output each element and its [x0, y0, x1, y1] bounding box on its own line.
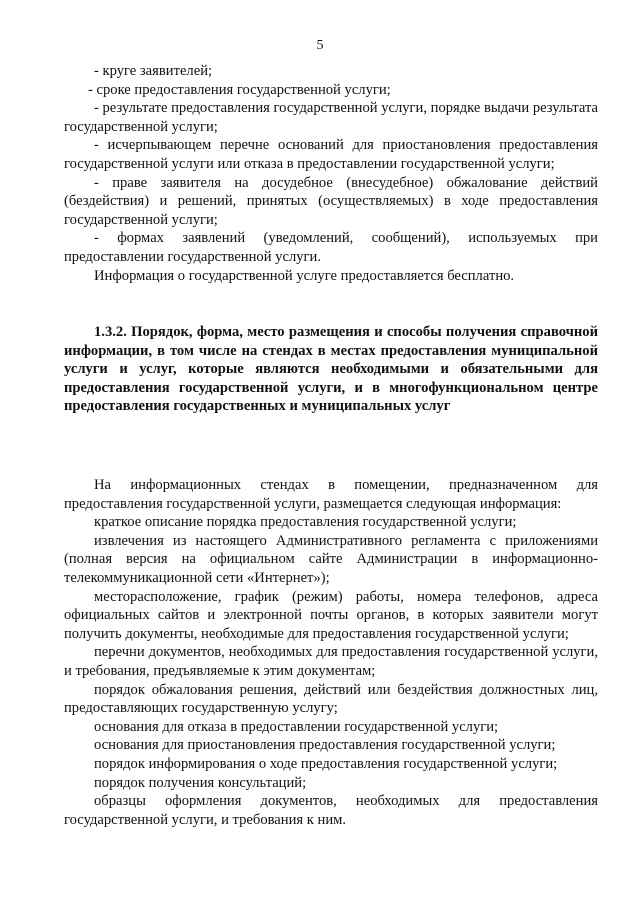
paragraph: образцы оформления документов, необходимых для предоставления государственной услуги, и требования к ним. — [64, 793, 598, 828]
info-list-section — [64, 62, 598, 285]
heading-text: 1.3.2. Порядок, форма, место размещения и способы получения справочной информации, в том числе на стендах в местах предоставления муниципальной услуги и услуг, которые являются необходимыми и обязательными для предоставления государственной услуги, и в многофункциональном центре предоставления государственных и муниципальных услуг — [64, 324, 598, 415]
section-heading — [64, 323, 598, 416]
paragraph: краткое описание порядка предоставления государственной услуги; — [94, 514, 517, 531]
list-item: - формах заявлений (уведомлений, сообщений), используемых при предоставлении государственной услуги. — [64, 230, 598, 265]
list-item: - круге заявителей; — [94, 63, 213, 79]
paragraph: основания для отказа в предоставлении государственной услуги; — [94, 718, 499, 735]
list-item: - сроке предоставления государственной услуги; — [88, 81, 391, 98]
page-number: 5 — [316, 38, 324, 53]
list-item: - праве заявителя на досудебное (внесудебное) обжалование действий (бездействия) и решений, принятых (осуществляемых) в ходе предоставления государственной услуги; — [64, 174, 598, 228]
list-item: - результате предоставления государственной услуги, порядке выдачи результата государственной услуги; — [64, 100, 598, 135]
paragraph: основания для приостановления предоставления государственной услуги; — [94, 737, 556, 754]
stand-info-section — [64, 476, 598, 829]
paragraph: порядок информирования о ходе предоставления государственной услуги; — [94, 755, 558, 772]
paragraph: месторасположение, график (режим) работы, номера телефонов, адреса официальных сайтов и электронной почты органов, в которых заявители могут получить документы, необходимые для предоставления государственной услуги; — [64, 588, 598, 642]
paragraph: порядок обжалования решения, действий или бездействия должностных лиц, предоставляющих государственную услугу; — [64, 681, 598, 717]
paragraph: На информационных стендах в помещении, предназначенном для предоставления государственной услуги, размещается следующая информация: — [64, 477, 598, 512]
paragraph: извлечения из настоящего Административного регламента с приложениями (полная версия на официальном сайте Администрации в информационно-телекоммуникационной сети «Интернет»); — [64, 532, 598, 586]
paragraph: Информация о государственной услуге предоставляется бесплатно. — [94, 267, 515, 284]
list-item: - исчерпывающем перечне оснований для приостановления предоставления государственной услуги или отказа в предоставлении государственной услуги; — [64, 137, 598, 172]
paragraph: порядок получения консультаций; — [94, 774, 307, 791]
paragraph: перечни документов, необходимых для предоставления государственной услуги, и требования, предъявляемые к этим документам; — [64, 644, 598, 679]
